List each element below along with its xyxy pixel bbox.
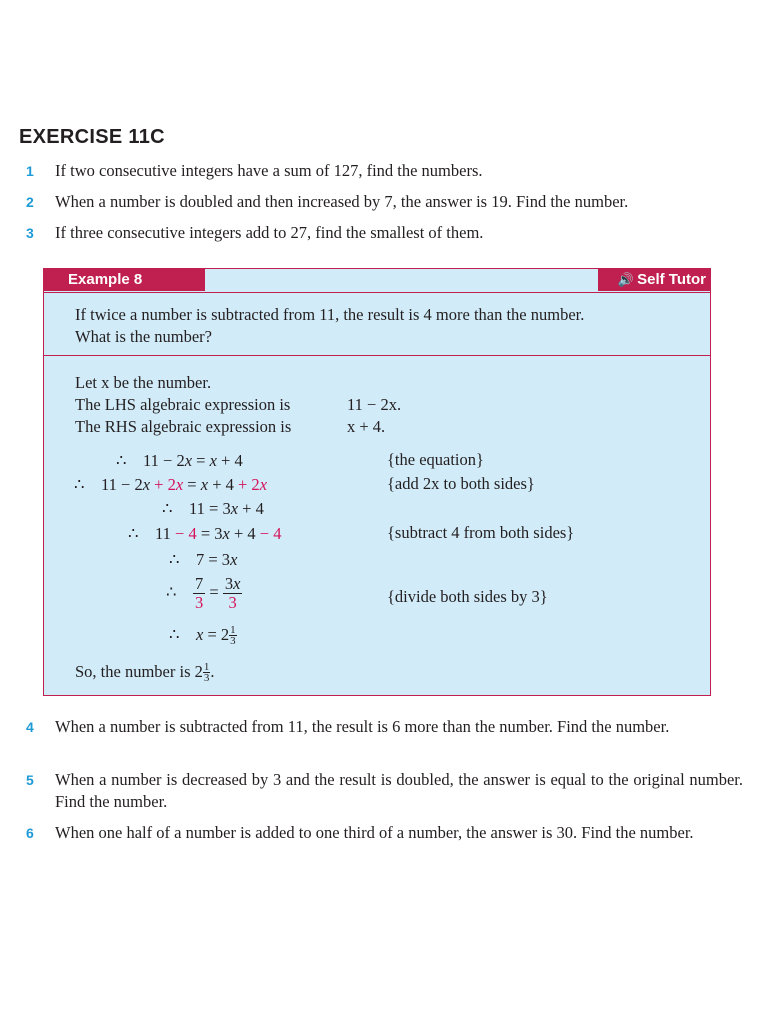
- example-header: [44, 269, 710, 293]
- rhs-expression: x + 4.: [347, 417, 386, 436]
- equation-step: ∴ 11 − 2x = x + 4: [116, 451, 243, 470]
- speaker-icon: 🔊: [617, 272, 635, 287]
- step-reason: {the equation}: [387, 450, 484, 469]
- question-text: When a number is subtracted from 11, the result is 6 more than the number. Find the number.: [55, 717, 670, 736]
- equation-step: ∴ $\frac{7}{3}$ = $\frac{3x}{3}$: [166, 574, 241, 612]
- equation-step: ∴ 11 − 4 = 3x + 4 − 4: [128, 524, 282, 543]
- question-number: 1: [26, 163, 34, 179]
- conclusion-text: So, the number is: [75, 662, 191, 681]
- question-text: When a number is doubled and then increased by 7, the answer is 19. Find the number.: [55, 192, 629, 211]
- rhs-label: The RHS algebraic expression is: [75, 417, 292, 436]
- question-number: 4: [26, 719, 34, 735]
- self-tutor-label: Self Tutor: [637, 271, 706, 288]
- step-reason: {add 2x to both sides}: [387, 474, 535, 493]
- self-tutor-button[interactable]: [598, 269, 710, 291]
- equation-step: ∴ 7 = 3x: [169, 550, 238, 569]
- example-question: [75, 304, 695, 348]
- equation-step: ∴ 11 = 3x + 4: [162, 499, 264, 518]
- lhs-label: The LHS algebraic expression is: [75, 395, 291, 414]
- question-number: 6: [26, 825, 34, 841]
- equation-step: ∴ 11 − 2x + 2x = x + 4 + 2x: [74, 475, 268, 494]
- example-question-line: What is the number?: [75, 327, 212, 346]
- lhs-expression: 11 − 2x.: [347, 395, 402, 414]
- example-box: [43, 268, 711, 696]
- question-text: If two consecutive integers have a sum of 127, find the numbers.: [55, 161, 483, 180]
- question-text: When a number is decreased by 3 and the result is doubled, the answer is equal to the original number. Find the number.: [55, 770, 743, 811]
- question-number: 5: [26, 772, 34, 788]
- question-text: If three consecutive integers add to 27, find the smallest of them.: [55, 223, 484, 242]
- let-statement: Let x be the number.: [75, 373, 212, 392]
- example-label: Example 8: [44, 269, 205, 291]
- exercise-title: EXERCISE 11C: [19, 126, 165, 148]
- example-question-line: If twice a number is subtracted from 11, the result is 4 more than the number.: [75, 305, 585, 324]
- conclusion: So, the number is 2 $\frac{1}{3}$ .: [75, 661, 215, 684]
- equation-step: ∴ x = 2 $\frac{1}{3}$: [169, 624, 236, 647]
- question-number: 3: [26, 225, 34, 241]
- question-number: 2: [26, 194, 34, 210]
- step-reason: {subtract 4 from both sides}: [387, 523, 575, 542]
- step-reason: {divide both sides by 3}: [387, 587, 548, 606]
- example-divider: [44, 355, 710, 356]
- question-text: When one half of a number is added to one third of a number, the answer is 30. Find the number.: [55, 823, 694, 842]
